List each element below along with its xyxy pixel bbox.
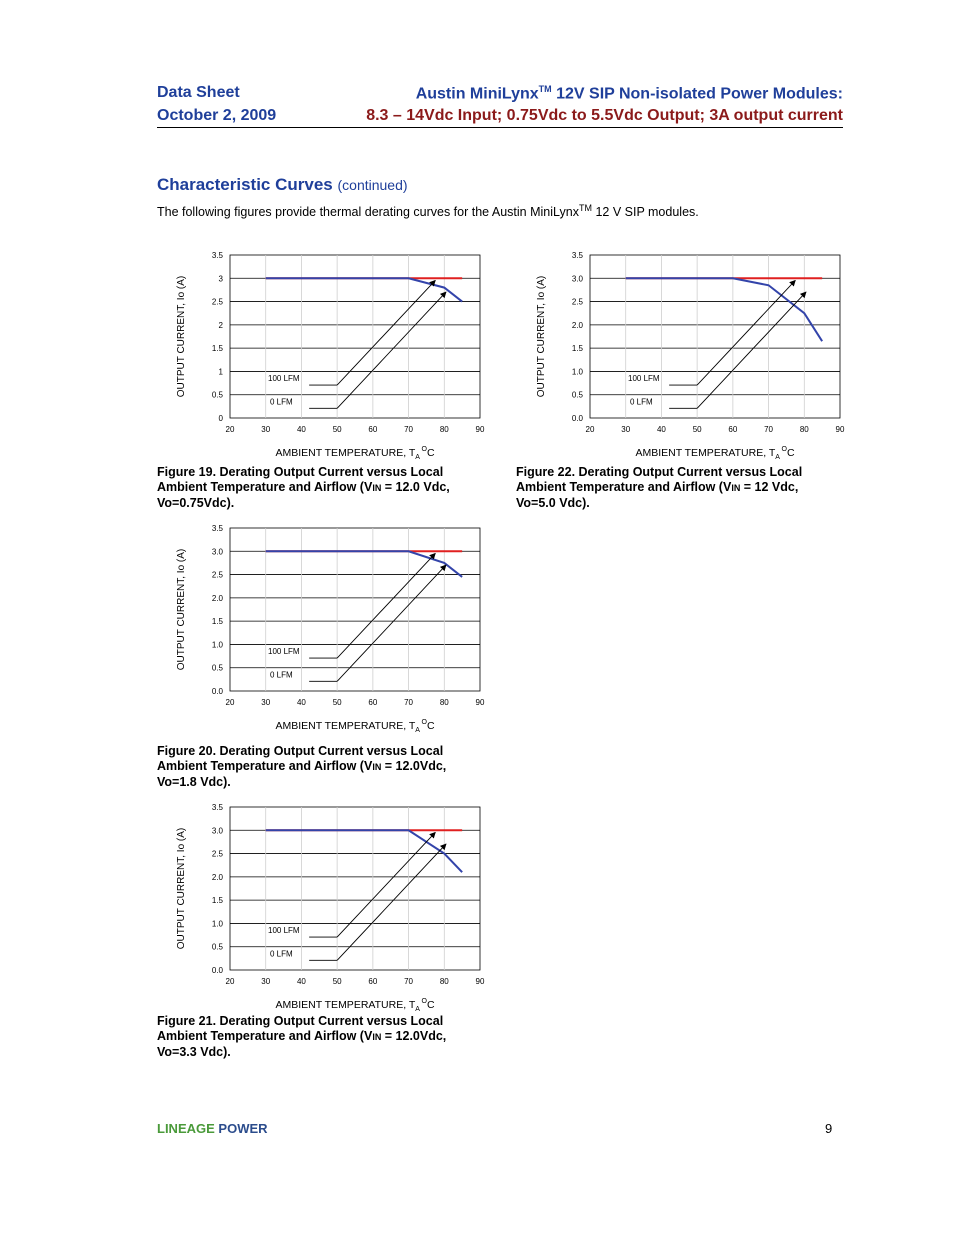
header-divider [157, 127, 843, 128]
x-tick-label: 80 [439, 425, 449, 434]
series-line-0lfm [626, 278, 822, 341]
caption-line: Figure 19. Derating Output Current versus Local [157, 465, 444, 479]
caption-line: Figure 22. Derating Output Current versus Local [516, 465, 803, 479]
y-tick-label: 1.5 [211, 617, 223, 627]
y-tick-label: 1.0 [571, 367, 583, 377]
y-tick-label: 3.0 [211, 826, 223, 836]
caption-line: Vo=3.3 Vdc). [157, 1045, 231, 1059]
x-tick-label: 30 [261, 425, 271, 434]
legend-label-100lfm: 100 LFM [628, 374, 660, 384]
y-tick-label: 3.5 [571, 251, 583, 260]
y-axis-label: OUTPUT CURRENT, Io (A) [176, 548, 187, 671]
y-tick-label: 0.0 [571, 414, 583, 423]
x-axis-label-sub: A [415, 727, 420, 734]
y-tick-label: 0.5 [211, 663, 223, 673]
y-tick-label: 0 [218, 414, 223, 423]
x-axis-label-unit: C [426, 447, 435, 459]
y-axis-label: OUTPUT CURRENT, Io (A) [176, 275, 187, 398]
x-tick-label: 90 [475, 698, 485, 707]
x-tick-label: 60 [368, 698, 378, 707]
y-tick-label: 1.5 [571, 344, 583, 354]
y-tick-label: 1 [218, 367, 223, 377]
y-axis-label: OUTPUT CURRENT, Io (A) [176, 827, 187, 950]
x-axis-label-sup: O [779, 446, 787, 453]
caption-line: Figure 21. Derating Output Current versus Local [157, 1014, 444, 1028]
x-tick-label: 70 [404, 698, 414, 707]
plot-frame [230, 528, 480, 691]
legend-arrow-100lfm [337, 280, 435, 385]
caption-text: Ambient Temperature and Airflow (V [157, 480, 373, 494]
caption-figure-21 [157, 1014, 487, 1060]
caption-figure-22 [516, 465, 846, 511]
product-spec: 8.3 – 14Vdc Input; 0.75Vdc to 5.5Vdc Output; 3A output current [366, 107, 843, 124]
caption-text: Ambient Temperature and Airflow (V [157, 759, 373, 773]
y-tick-label: 3.0 [211, 547, 223, 557]
x-tick-label: 80 [439, 977, 449, 986]
y-tick-label: 1.5 [211, 896, 223, 906]
caption-text: Ambient Temperature and Airflow (V [157, 1029, 373, 1043]
brand-word-2: POWER [218, 1121, 268, 1136]
caption-figure-19 [157, 465, 487, 511]
legend-arrow-0lfm [697, 292, 806, 408]
legend-arrow-0lfm [337, 844, 446, 960]
x-tick-label: 50 [332, 425, 342, 434]
caption-line: Vo=0.75Vdc). [157, 496, 235, 510]
x-tick-label: 50 [332, 698, 342, 707]
caption-text: = 12.0Vdc, [381, 1029, 447, 1043]
x-tick-label: 30 [261, 698, 271, 707]
x-axis-label-unit: C [426, 720, 435, 732]
plot-frame [590, 255, 840, 418]
x-tick-label: 80 [439, 698, 449, 707]
legend-label-0lfm: 0 LFM [630, 397, 653, 407]
x-tick-label: 20 [225, 977, 235, 986]
y-tick-label: 0.0 [211, 966, 223, 975]
chart-figure-20 [160, 518, 500, 743]
caption-line: Vo=1.8 Vdc). [157, 775, 231, 789]
y-tick-label: 1.0 [211, 640, 223, 650]
x-tick-label: 80 [799, 425, 809, 434]
x-axis-label-unit: C [786, 447, 795, 459]
x-tick-label: 70 [404, 977, 414, 986]
chart-figure-19 [160, 245, 500, 470]
x-axis-label-sup: O [419, 719, 427, 726]
legend-label-0lfm: 0 LFM [270, 949, 293, 959]
product-desc: 12V SIP Non-isolated Power Modules: [551, 85, 843, 103]
x-tick-label: 90 [475, 425, 485, 434]
chart-figure-22 [520, 245, 860, 470]
intro-trademark: TM [578, 203, 592, 213]
x-tick-label: 20 [585, 425, 595, 434]
x-tick-label: 40 [296, 698, 306, 707]
y-tick-label: 3.5 [211, 524, 223, 533]
x-tick-label: 70 [404, 425, 414, 434]
intro-text-end: 12 V SIP modules. [591, 205, 699, 220]
x-axis-label-sub: A [415, 454, 420, 461]
x-tick-label: 50 [332, 977, 342, 986]
x-tick-label: 70 [764, 425, 774, 434]
chart-figure-21 [160, 797, 500, 1022]
y-tick-label: 3 [218, 274, 223, 284]
product-name: Austin MiniLynx [415, 85, 539, 103]
caption-sub: IN [731, 483, 741, 493]
series-line-0lfm [266, 278, 462, 301]
x-tick-label: 90 [475, 977, 485, 986]
intro-text: The following figures provide thermal derating curves for the Austin MiniLynx [157, 205, 579, 220]
section-title-text: Characteristic Curves [157, 175, 333, 194]
x-axis-label-text: AMBIENT TEMPERATURE, T [635, 447, 776, 459]
x-axis-label-sup: O [419, 446, 427, 453]
caption-line: Figure 20. Derating Output Current versus Local [157, 744, 444, 758]
caption-text: Ambient Temperature and Airflow (V [516, 480, 732, 494]
legend-label-0lfm: 0 LFM [270, 397, 293, 407]
caption-sub: IN [372, 1032, 382, 1042]
x-axis-label-sup: O [419, 998, 427, 1005]
x-axis-label [275, 998, 435, 1013]
caption-figure-20 [157, 744, 487, 790]
legend-label-100lfm: 100 LFM [268, 374, 300, 384]
y-tick-label: 0.0 [211, 687, 223, 696]
legend-label-100lfm: 100 LFM [268, 647, 300, 657]
legend-arrow-0lfm [337, 292, 446, 408]
y-tick-label: 3.5 [211, 803, 223, 812]
x-tick-label: 30 [621, 425, 631, 434]
x-axis-label-unit: C [426, 999, 435, 1011]
y-tick-label: 2.0 [211, 593, 223, 603]
caption-line [157, 759, 487, 775]
y-axis-label: OUTPUT CURRENT, Io (A) [536, 275, 547, 398]
legend-arrow-100lfm [337, 553, 435, 658]
x-tick-label: 50 [692, 425, 702, 434]
caption-text: = 12.0 Vdc, [381, 480, 450, 494]
trademark-sup: TM [538, 84, 552, 94]
legend-arrow-100lfm [697, 280, 795, 385]
plot-frame [230, 255, 480, 418]
y-tick-label: 0.5 [211, 942, 223, 952]
doc-date: October 2, 2009 [157, 107, 277, 124]
section-title [157, 175, 408, 195]
y-tick-label: 2 [218, 320, 223, 330]
x-axis-label-text: AMBIENT TEMPERATURE, T [275, 999, 416, 1011]
product-title [416, 84, 843, 103]
y-tick-label: 2.0 [571, 320, 583, 330]
caption-line [157, 1029, 487, 1045]
caption-line [516, 480, 846, 496]
y-tick-label: 0.5 [211, 390, 223, 400]
x-axis-label-sub: A [775, 454, 780, 461]
x-tick-label: 60 [368, 425, 378, 434]
y-tick-label: 1.0 [211, 919, 223, 929]
y-tick-label: 0.5 [571, 390, 583, 400]
x-tick-label: 60 [728, 425, 738, 434]
legend-arrow-100lfm [337, 832, 435, 937]
x-axis-label-sub: A [415, 1006, 420, 1013]
x-tick-label: 40 [656, 425, 666, 434]
y-tick-label: 2.0 [211, 872, 223, 882]
series-line-0lfm [266, 830, 462, 872]
page-number: 9 [825, 1121, 833, 1136]
caption-line [157, 480, 487, 496]
intro-paragraph [157, 203, 699, 219]
y-tick-label: 3.5 [211, 251, 223, 260]
x-tick-label: 40 [296, 425, 306, 434]
footer-brand-logo [157, 1121, 268, 1136]
x-axis-label-text: AMBIENT TEMPERATURE, T [275, 447, 416, 459]
doc-type: Data Sheet [157, 84, 240, 101]
x-tick-label: 40 [296, 977, 306, 986]
legend-label-100lfm: 100 LFM [268, 926, 300, 936]
caption-sub: IN [372, 762, 382, 772]
y-tick-label: 2.5 [211, 849, 223, 859]
series-line-0lfm [266, 551, 462, 577]
caption-text: = 12 Vdc, [740, 480, 799, 494]
plot-frame [230, 807, 480, 970]
x-tick-label: 20 [225, 425, 235, 434]
caption-line: Vo=5.0 Vdc). [516, 496, 590, 510]
legend-label-0lfm: 0 LFM [270, 670, 293, 680]
y-tick-label: 1.5 [211, 344, 223, 354]
section-subtitle: (continued) [337, 177, 408, 193]
x-axis-label [275, 719, 435, 734]
y-tick-label: 2.5 [211, 297, 223, 307]
brand-word-1: LINEAGE [157, 1121, 215, 1136]
caption-text: = 12.0Vdc, [381, 759, 447, 773]
legend-arrow-0lfm [337, 565, 446, 681]
y-tick-label: 2.5 [571, 297, 583, 307]
x-tick-label: 30 [261, 977, 271, 986]
x-tick-label: 90 [835, 425, 845, 434]
y-tick-label: 2.5 [211, 570, 223, 580]
y-tick-label: 3.0 [571, 274, 583, 284]
x-tick-label: 60 [368, 977, 378, 986]
x-axis-label [635, 446, 795, 461]
x-tick-label: 20 [225, 698, 235, 707]
caption-sub: IN [372, 483, 382, 493]
x-axis-label-text: AMBIENT TEMPERATURE, T [275, 720, 416, 732]
x-axis-label [275, 446, 435, 461]
